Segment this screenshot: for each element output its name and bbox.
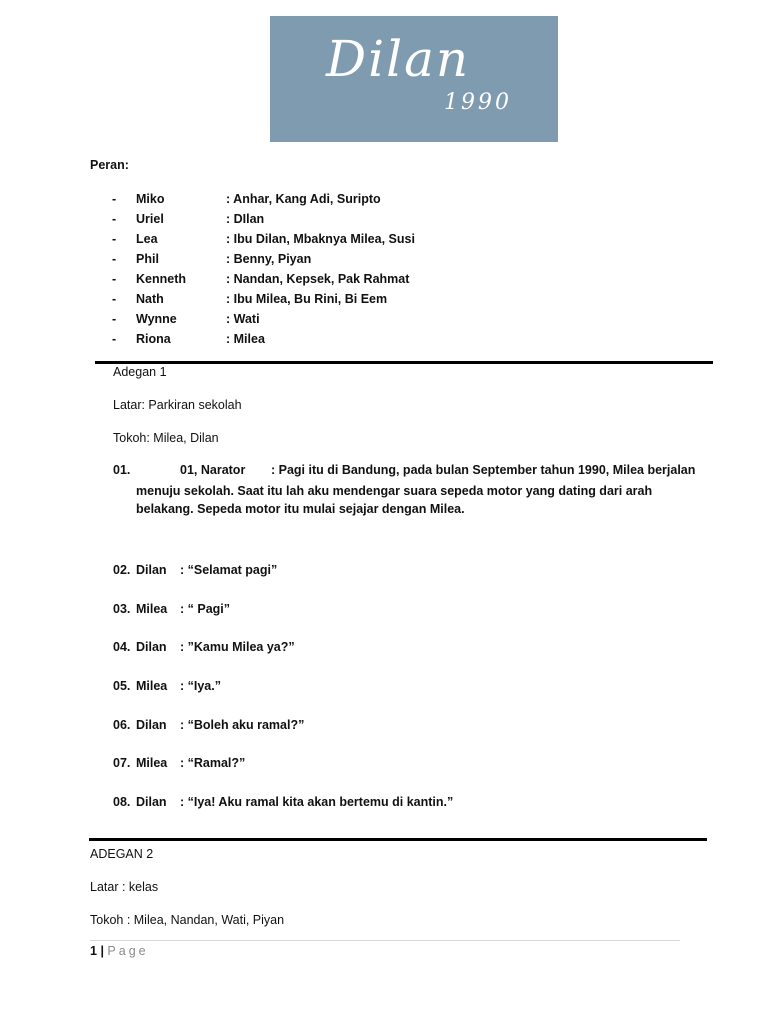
actor-name: Kenneth [136, 272, 186, 286]
bullet-dash: - [112, 212, 117, 226]
page-footer [90, 944, 149, 958]
page-label: Page [107, 944, 149, 958]
narration-first-line: : Pagi itu di Bandung, pada bulan September tahun 1990, Milea berjalan [271, 463, 696, 477]
scene-2-title: ADEGAN 2 [90, 847, 154, 861]
dialogue-speaker: Dilan [136, 563, 167, 577]
dialogue-text: : “Iya.” [180, 679, 221, 693]
dialogue-number: 04. [113, 640, 131, 654]
actor-name: Phil [136, 252, 159, 266]
dialogue-number: 07. [113, 756, 131, 770]
dialogue-speaker: Milea [136, 602, 168, 616]
bullet-dash: - [112, 312, 117, 326]
dialogue-number: 08. [113, 795, 131, 809]
role-characters: : Milea [226, 332, 265, 346]
dialogue-text: : “Ramal?” [180, 756, 246, 770]
bullet-dash: - [112, 332, 117, 346]
bullet-dash: - [112, 272, 117, 286]
actor-name: Riona [136, 332, 171, 346]
scene-2-characters: Tokoh : Milea, Nandan, Wati, Piyan [90, 913, 285, 927]
section-divider [89, 838, 707, 841]
dialogue-text: : ”Kamu Milea ya?” [180, 640, 295, 654]
role-characters: : Anhar, Kang Adi, Suripto [226, 192, 381, 206]
section-divider [95, 361, 713, 364]
dialogue-number: 06. [113, 718, 131, 732]
scene-2-setting: Latar : kelas [90, 880, 159, 894]
narration-speaker: 01, Narator [180, 463, 246, 477]
dialogue-text: : “Iya! Aku ramal kita akan bertemu di kantin.” [180, 795, 454, 809]
bullet-dash: - [112, 292, 117, 306]
dialogue-speaker: Milea [136, 756, 168, 770]
dialogue-text: : “ Pagi” [180, 602, 231, 616]
dialogue-speaker: Dilan [136, 795, 167, 809]
narration-continuation: menuju sekolah. Saat itu lah aku mendengar suara sepeda motor yang dating dari arah belakang. Sepeda motor itu mulai sejajar dengan Milea. [136, 484, 653, 516]
actor-name: Uriel [136, 212, 164, 226]
dialogue-text: : “Selamat pagi” [180, 563, 278, 577]
roles-heading: Peran: [90, 158, 129, 172]
role-characters: : Nandan, Kepsek, Pak Rahmat [226, 272, 410, 286]
scene-1-title: Adegan 1 [113, 365, 167, 379]
actor-name: Nath [136, 292, 164, 306]
dialogue-speaker: Dilan [136, 640, 167, 654]
dialogue-number: 03. [113, 602, 131, 616]
dialogue-speaker: Dilan [136, 718, 167, 732]
narration-number: 01. [113, 463, 131, 477]
page-separator: | [100, 944, 104, 958]
dialogue-text: : “Boleh aku ramal?” [180, 718, 305, 732]
scene-1-setting: Latar: Parkiran sekolah [113, 398, 242, 412]
bullet-dash: - [112, 232, 117, 246]
bullet-dash: - [112, 252, 117, 266]
dilan-1990-logo [270, 16, 558, 142]
actor-name: Wynne [136, 312, 177, 326]
role-characters: : Benny, Piyan [226, 252, 312, 266]
actor-name: Miko [136, 192, 165, 206]
footer-divider [90, 940, 680, 941]
logo-year: 1990 [444, 90, 512, 115]
role-characters: : Wati [226, 312, 260, 326]
dialogue-number: 05. [113, 679, 131, 693]
dialogue-speaker: Milea [136, 679, 168, 693]
page-number: 1 [90, 944, 97, 958]
role-characters: : Ibu Dilan, Mbaknya Milea, Susi [226, 232, 415, 246]
dialogue-number: 02. [113, 563, 131, 577]
role-characters: : DIlan [226, 212, 265, 226]
bullet-dash: - [112, 192, 117, 206]
role-characters: : Ibu Milea, Bu Rini, Bi Eem [226, 292, 388, 306]
logo-title: Dilan [326, 30, 471, 88]
scene-1-characters: Tokoh: Milea, Dilan [113, 431, 219, 445]
actor-name: Lea [136, 232, 158, 246]
